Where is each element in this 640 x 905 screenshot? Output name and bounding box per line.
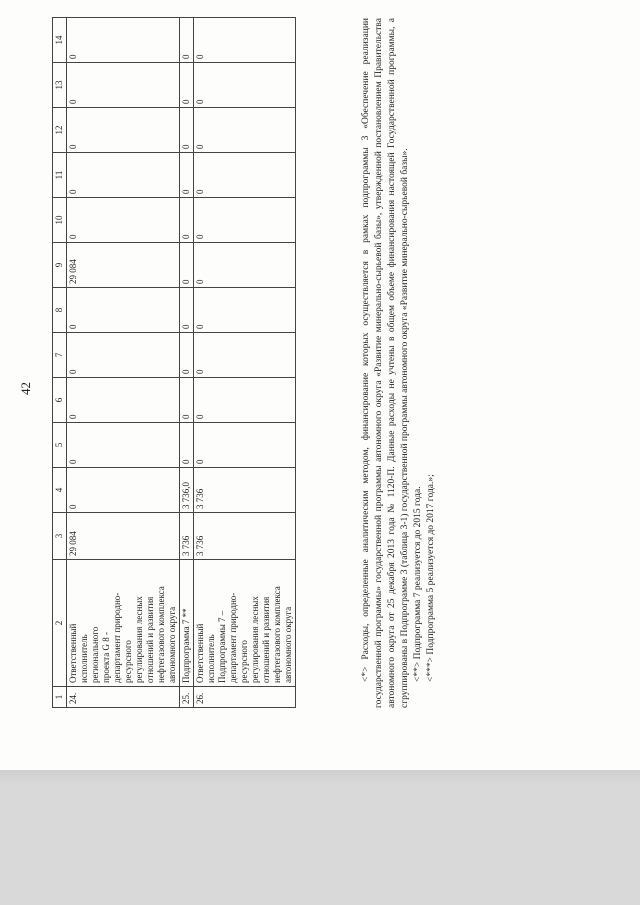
description-line: регулирования лесных: [134, 596, 144, 683]
description-line: регулирования лесных: [250, 596, 260, 683]
value-cell: 3 736: [180, 513, 194, 560]
value-cell: 0: [180, 288, 194, 333]
value-cell: 3 736: [194, 468, 296, 513]
value-cell: 0: [194, 198, 296, 243]
table-header-row: [53, 18, 67, 708]
description-line: нефтегазового комплекса: [272, 586, 282, 683]
column-number-13: 13: [53, 63, 67, 108]
value-cell: 0: [194, 153, 296, 198]
column-number-3: 3: [53, 513, 67, 560]
description-line: ресурсного: [123, 640, 133, 683]
value-cell: 0: [67, 18, 180, 63]
value-cell: 3 736: [194, 513, 296, 560]
page-number: 42: [18, 382, 33, 395]
value-cell: 0: [180, 198, 194, 243]
description-line: отношений и развития: [261, 596, 271, 683]
value-cell: 0: [180, 378, 194, 423]
table-row: [194, 18, 296, 708]
budget-table: [52, 17, 296, 708]
description-line: Ответственный: [195, 623, 205, 683]
row-number: 24.: [67, 687, 180, 708]
description-line: департамент природно-: [112, 592, 122, 683]
column-number-12: 12: [53, 108, 67, 153]
description-line: исполнитель: [206, 634, 216, 683]
value-cell: 0: [67, 198, 180, 243]
row-description: [67, 560, 180, 687]
column-number-11: 11: [53, 153, 67, 198]
value-cell: 0: [180, 423, 194, 468]
description-line: ресурсного: [239, 640, 249, 683]
value-cell: 29 084: [67, 513, 180, 560]
value-cell: 0: [194, 423, 296, 468]
value-cell: 0: [67, 333, 180, 378]
value-cell: 0: [67, 63, 180, 108]
column-number-8: 8: [53, 288, 67, 333]
table-row: [180, 18, 194, 708]
description-line: отношений и развития: [145, 596, 155, 683]
value-cell: 0: [67, 153, 180, 198]
description-line: Подпрограмма 7 **: [181, 608, 191, 683]
value-cell: 0: [180, 63, 194, 108]
value-cell: 0: [194, 243, 296, 288]
value-cell: 0: [194, 378, 296, 423]
description-line: Подпрограммы 7 –: [217, 610, 227, 683]
value-cell: 0: [67, 378, 180, 423]
value-cell: 0: [180, 333, 194, 378]
row-number: 25.: [180, 687, 194, 708]
description-line: нефтегазового комплекса: [156, 586, 166, 683]
row-description: [180, 560, 194, 687]
value-cell: 0: [194, 108, 296, 153]
value-cell: 0: [194, 288, 296, 333]
value-cell: 0: [180, 243, 194, 288]
description-line: Ответственный: [68, 623, 78, 683]
footnote-1: <*> Расходы, определенные аналитическим методом, финансирование которых осуществляется в рамках подпрограммы 3 «Обеспечение реализации государственной программы» государственной программы автономного округа «Развитие минерально-сырьевой базы», утвержденной постановлением Правительства автономного округа от 25 декабря 2013 года № 1120-П. Данные расходы не учтены в общем объеме финансирования настоящей Государственной программы, а сгруппированы в Подпрограмме 3 (таблица 3-1) государственной программы автономного округа «Развитие минерально-сырьевой базы».: [361, 18, 410, 708]
value-cell: 0: [67, 108, 180, 153]
scan-bottom-edge: [0, 770, 640, 784]
column-number-1: 1: [53, 687, 67, 708]
column-number-6: 6: [53, 378, 67, 423]
description-line: исполнитель: [79, 634, 89, 683]
description-line: автономного округа: [167, 606, 177, 683]
description-line: автономного округа: [283, 606, 293, 683]
row-number: 26.: [194, 687, 296, 708]
row-description: [194, 560, 296, 687]
footnote-2: <**> Подпрограмма 7 реализуется до 2015 года.: [413, 486, 423, 682]
value-cell: 0: [180, 18, 194, 63]
value-cell: 0: [194, 333, 296, 378]
value-cell: 0: [194, 63, 296, 108]
column-number-14: 14: [53, 18, 67, 63]
description-line: департамент природно-: [228, 592, 238, 683]
column-number-10: 10: [53, 198, 67, 243]
value-cell: 0: [180, 108, 194, 153]
column-number-7: 7: [53, 333, 67, 378]
description-line: регионального: [90, 626, 100, 683]
footnotes: [360, 18, 438, 708]
column-number-2: 2: [53, 560, 67, 687]
value-cell: 29 084: [67, 243, 180, 288]
value-cell: 3 736,0: [180, 468, 194, 513]
value-cell: 0: [194, 18, 296, 63]
value-cell: 0: [67, 423, 180, 468]
value-cell: 0: [67, 288, 180, 333]
column-number-5: 5: [53, 423, 67, 468]
value-cell: 0: [67, 468, 180, 513]
column-number-4: 4: [53, 468, 67, 513]
column-number-9: 9: [53, 243, 67, 288]
footnote-3: <***> Подпрограмма 5 реализуется до 2017 года.»;: [426, 474, 436, 682]
description-line: проекта G 8 -: [101, 632, 111, 683]
value-cell: 0: [180, 153, 194, 198]
table-row: [67, 18, 180, 708]
